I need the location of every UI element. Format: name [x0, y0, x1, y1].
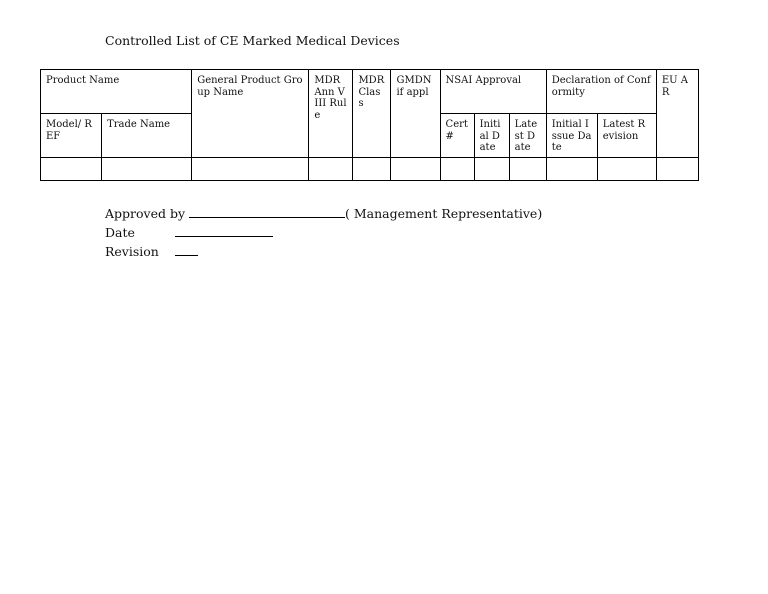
revision-line — [105, 243, 198, 259]
header-nsai-approval: NSAI Approval — [440, 70, 546, 114]
date-field[interactable] — [175, 224, 273, 237]
revision-label: Revision — [105, 244, 159, 259]
header-model-ref: Model/ REF — [41, 114, 102, 158]
header-mdr-ann-viii-rule: MDR Ann VIII Rule — [309, 70, 353, 158]
table-cell[interactable] — [474, 158, 509, 181]
date-line — [105, 224, 273, 240]
header-latest-date: Late st Date — [509, 114, 546, 158]
approved-by-label: Approved by — [105, 206, 186, 221]
header-gmdn: GMDN if appl — [391, 70, 440, 158]
header-latest-revision: Latest Revision — [597, 114, 656, 158]
table-cell[interactable] — [509, 158, 546, 181]
table-cell[interactable] — [440, 158, 474, 181]
table-cell[interactable] — [597, 158, 656, 181]
document-title: Controlled List of CE Marked Medical Devices — [105, 33, 400, 48]
table-cell[interactable] — [41, 158, 102, 181]
approved-by-role: ( Management Representative) — [345, 206, 543, 221]
approved-by-field[interactable] — [189, 205, 345, 218]
table-cell[interactable] — [656, 158, 698, 181]
date-label: Date — [105, 225, 135, 240]
header-cert-no: Cert # — [440, 114, 474, 158]
table-cell[interactable] — [102, 158, 192, 181]
header-declaration-of-conformity: Declaration of Conformity — [546, 70, 656, 114]
header-initial-date: Initi al Date — [474, 114, 509, 158]
header-trade-name: Trade Name — [102, 114, 192, 158]
table-cell[interactable] — [391, 158, 440, 181]
revision-field[interactable] — [175, 243, 198, 256]
header-general-product-group-name: General Product Group Name — [192, 70, 309, 158]
table-cell[interactable] — [546, 158, 597, 181]
table-cell[interactable] — [192, 158, 309, 181]
header-mdr-class: MDR Class — [353, 70, 391, 158]
header-row-top — [41, 70, 699, 114]
device-list-table — [40, 69, 699, 181]
table-cell[interactable] — [353, 158, 391, 181]
header-eu-ar: EU AR — [656, 70, 698, 158]
table-row — [41, 158, 699, 181]
approved-by-line — [105, 205, 542, 221]
header-product-name: Product Name — [41, 70, 192, 114]
header-initial-issue-date: Initial Issue Date — [546, 114, 597, 158]
table-cell[interactable] — [309, 158, 353, 181]
